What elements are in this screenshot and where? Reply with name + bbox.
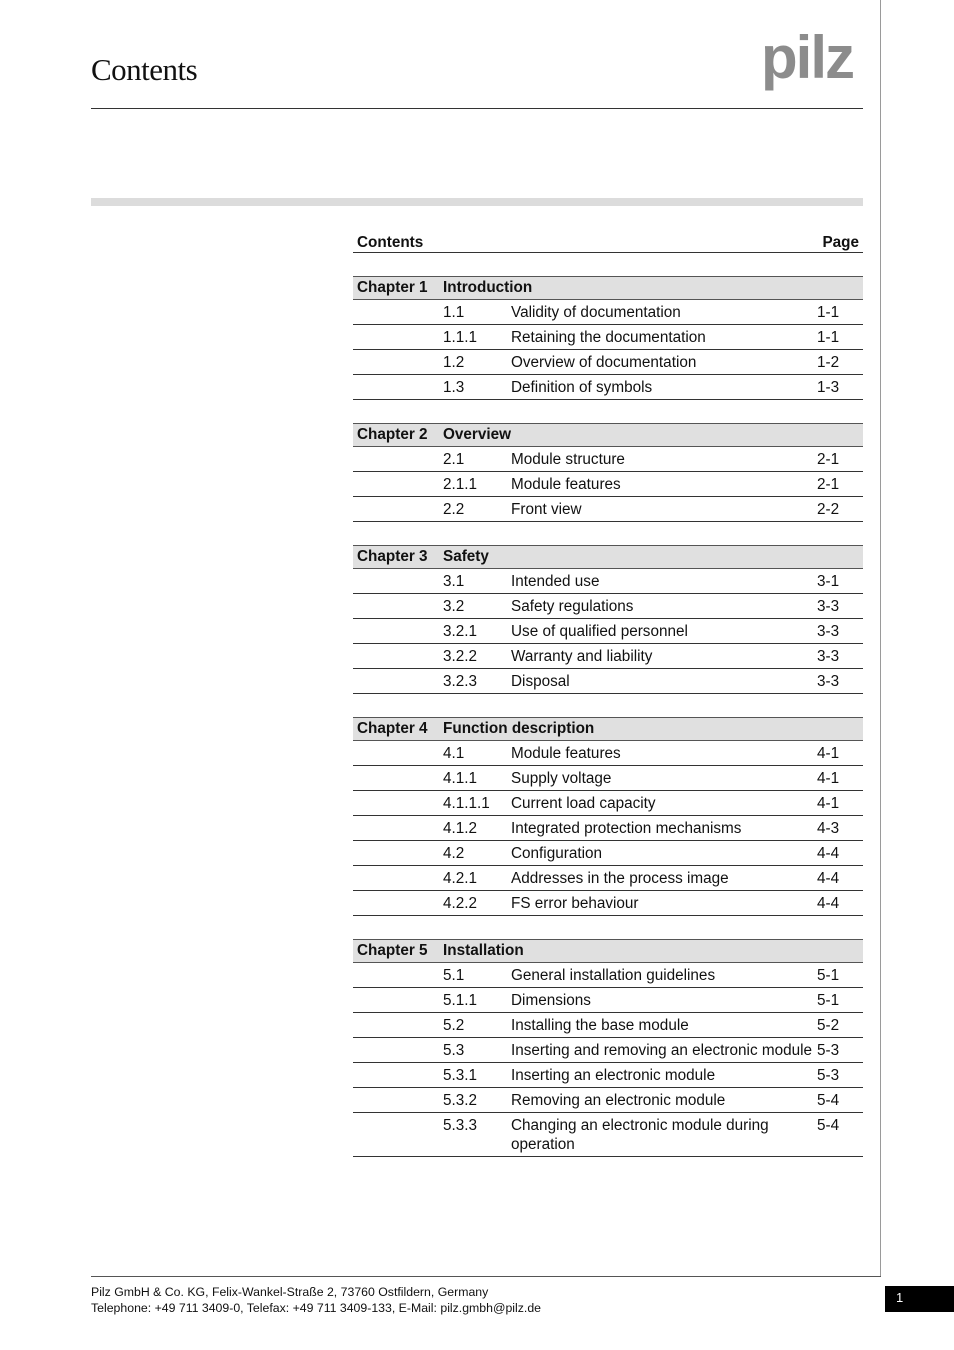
entry-number: 1.1	[443, 304, 465, 321]
entry-number: 5.3.1	[443, 1067, 478, 1084]
toc-chapter	[353, 939, 863, 1157]
entry-title: Validity of documentation	[511, 304, 681, 321]
entry-page: 5-4	[817, 1092, 840, 1109]
toc-entry[interactable]	[353, 497, 863, 522]
toc-header	[353, 228, 863, 253]
entry-number: 4.2.2	[443, 895, 478, 912]
entry-page: 4-4	[817, 895, 840, 912]
toc-entry[interactable]	[353, 619, 863, 644]
toc-chapter	[353, 276, 863, 400]
page-title: Contents	[91, 52, 198, 87]
entry-number: 3.2.2	[443, 648, 478, 665]
toc-body	[353, 276, 863, 1157]
header-divider	[91, 108, 863, 109]
entry-number: 1.2	[443, 354, 465, 371]
toc-entry[interactable]	[353, 594, 863, 619]
chapter-heading-row[interactable]	[353, 423, 863, 447]
table-of-contents	[353, 228, 863, 1157]
entry-page: 3-3	[817, 648, 840, 665]
entry-title: Current load capacity	[511, 795, 656, 812]
toc-entry[interactable]	[353, 791, 863, 816]
toc-entry[interactable]	[353, 669, 863, 694]
entry-title: Removing an electronic module	[511, 1092, 726, 1109]
chapter-heading-row[interactable]	[353, 939, 863, 963]
entry-page: 4-4	[817, 845, 840, 862]
entry-title: Dimensions	[511, 992, 591, 1009]
chapter-label: Chapter 1	[357, 279, 428, 296]
entry-number: 3.2.1	[443, 623, 478, 640]
entry-number: 5.1.1	[443, 992, 478, 1009]
entry-title: Inserting and removing an electronic module	[511, 1042, 813, 1059]
entry-page: 4-1	[817, 770, 840, 787]
pilz-logo	[748, 28, 866, 96]
entry-title: Supply voltage	[511, 770, 612, 787]
chapter-heading-row[interactable]	[353, 545, 863, 569]
toc-entry[interactable]	[353, 350, 863, 375]
entry-page: 4-1	[817, 795, 840, 812]
toc-entry[interactable]	[353, 963, 863, 988]
entry-number: 4.2.1	[443, 870, 478, 887]
entry-number: 5.3.2	[443, 1092, 478, 1109]
entry-page: 4-1	[817, 745, 840, 762]
toc-entry[interactable]	[353, 644, 863, 669]
entry-number: 5.3.3	[443, 1117, 478, 1134]
toc-entry[interactable]	[353, 1063, 863, 1088]
footer-divider	[91, 1276, 881, 1277]
entry-page: 2-2	[817, 501, 840, 518]
chapter-label: Chapter 5	[357, 942, 428, 959]
entry-page: 1-3	[817, 379, 840, 396]
entry-page: 4-3	[817, 820, 840, 837]
chapter-title: Safety	[443, 548, 489, 565]
entry-page: 4-4	[817, 870, 840, 887]
entry-title: FS error behaviour	[511, 895, 639, 912]
entry-page: 2-1	[817, 476, 840, 493]
entry-number: 2.1	[443, 451, 465, 468]
chapter-label: Chapter 2	[357, 426, 428, 443]
entry-page: 2-1	[817, 451, 840, 468]
pilz-logo-text: pilz	[761, 28, 853, 91]
toc-page-heading: Page	[822, 234, 859, 251]
entry-title: Warranty and liability	[511, 648, 653, 665]
entry-number: 4.2	[443, 845, 465, 862]
toc-entry[interactable]	[353, 766, 863, 791]
chapter-label: Chapter 4	[357, 720, 428, 737]
toc-entry[interactable]	[353, 325, 863, 350]
chapter-heading-row[interactable]	[353, 717, 863, 741]
entry-title: Integrated protection mechanisms	[511, 820, 742, 837]
entry-page: 3-1	[817, 573, 840, 590]
chapter-title: Introduction	[443, 279, 533, 296]
entry-number: 3.2.3	[443, 673, 478, 690]
entry-number: 2.1.1	[443, 476, 478, 493]
toc-entry[interactable]	[353, 300, 863, 325]
toc-chapter	[353, 423, 863, 522]
entry-title: Addresses in the process image	[511, 870, 729, 887]
entry-number: 2.2	[443, 501, 465, 518]
entry-number: 5.1	[443, 967, 465, 984]
entry-page: 1-1	[817, 329, 840, 346]
toc-entry[interactable]	[353, 741, 863, 766]
toc-entry[interactable]	[353, 841, 863, 866]
entry-page: 1-2	[817, 354, 840, 371]
toc-entry[interactable]	[353, 816, 863, 841]
page-number-tab	[885, 1286, 954, 1312]
toc-entry[interactable]	[353, 988, 863, 1013]
entry-number: 3.1	[443, 573, 465, 590]
toc-entry[interactable]	[353, 472, 863, 497]
entry-page: 5-3	[817, 1067, 840, 1084]
toc-entry[interactable]	[353, 375, 863, 400]
chapter-label: Chapter 3	[357, 548, 428, 565]
entry-number: 5.3	[443, 1042, 465, 1059]
entry-title: Configuration	[511, 845, 602, 862]
entry-title: Front view	[511, 501, 582, 518]
chapter-title: Function description	[443, 720, 595, 737]
entry-title: Definition of symbols	[511, 379, 653, 396]
entry-page: 5-4	[817, 1117, 840, 1134]
toc-entry[interactable]	[353, 1013, 863, 1038]
entry-title: Safety regulations	[511, 598, 634, 615]
entry-title: Module features	[511, 745, 621, 762]
section-band	[91, 198, 863, 206]
toc-chapter	[353, 545, 863, 694]
toc-entry[interactable]	[353, 569, 863, 594]
entry-number: 5.2	[443, 1017, 465, 1034]
entry-number: 4.1.1.1	[443, 795, 490, 812]
entry-page: 1-1	[817, 304, 840, 321]
entry-number: 3.2	[443, 598, 465, 615]
entry-title: Installing the base module	[511, 1017, 689, 1034]
entry-page: 5-1	[817, 967, 840, 984]
entry-page: 5-2	[817, 1017, 840, 1034]
page-number: 1	[896, 1290, 904, 1305]
toc-entry[interactable]	[353, 1088, 863, 1113]
entry-title: Overview of documentation	[511, 354, 697, 371]
entry-number: 4.1.1	[443, 770, 478, 787]
chapter-title: Installation	[443, 942, 524, 959]
toc-entry[interactable]	[353, 447, 863, 472]
entry-number: 4.1	[443, 745, 465, 762]
toc-entry[interactable]	[353, 866, 863, 891]
toc-entry[interactable]	[353, 1113, 863, 1157]
entry-title: Inserting an electronic module	[511, 1067, 716, 1084]
entry-title: Retaining the documentation	[511, 329, 706, 346]
toc-chapter	[353, 717, 863, 916]
footer-contact: Telephone: +49 711 3409-0, Telefax: +49 711 3409-133, E-Mail: pilz.gmbh@pilz.de	[91, 1301, 542, 1315]
chapter-title: Overview	[443, 426, 512, 443]
entry-number: 4.1.2	[443, 820, 478, 837]
footer	[91, 1284, 541, 1316]
entry-page: 5-3	[817, 1042, 840, 1059]
footer-address: Pilz GmbH & Co. KG, Felix-Wankel-Straße 2, 73760 Ostfildern, Germany	[91, 1285, 489, 1299]
entry-title: Use of qualified personnel	[511, 623, 688, 640]
entry-title: Module structure	[511, 451, 625, 468]
entry-number: 1.1.1	[443, 329, 478, 346]
entry-page: 3-3	[817, 598, 840, 615]
entry-title: Intended use	[511, 573, 600, 590]
entry-page: 5-1	[817, 992, 840, 1009]
toc-entry[interactable]	[353, 891, 863, 916]
entry-number: 1.3	[443, 379, 465, 396]
entry-title: Disposal	[511, 673, 570, 690]
toc-entry[interactable]	[353, 1038, 863, 1063]
entry-title: Changing an electronic module during operation	[511, 1117, 769, 1153]
entry-page: 3-3	[817, 673, 840, 690]
page-margin-rule	[880, 0, 881, 1277]
entry-title: General installation guidelines	[511, 967, 716, 984]
entry-title: Module features	[511, 476, 621, 493]
entry-page: 3-3	[817, 623, 840, 640]
chapter-heading-row[interactable]	[353, 276, 863, 300]
toc-heading: Contents	[357, 234, 424, 251]
